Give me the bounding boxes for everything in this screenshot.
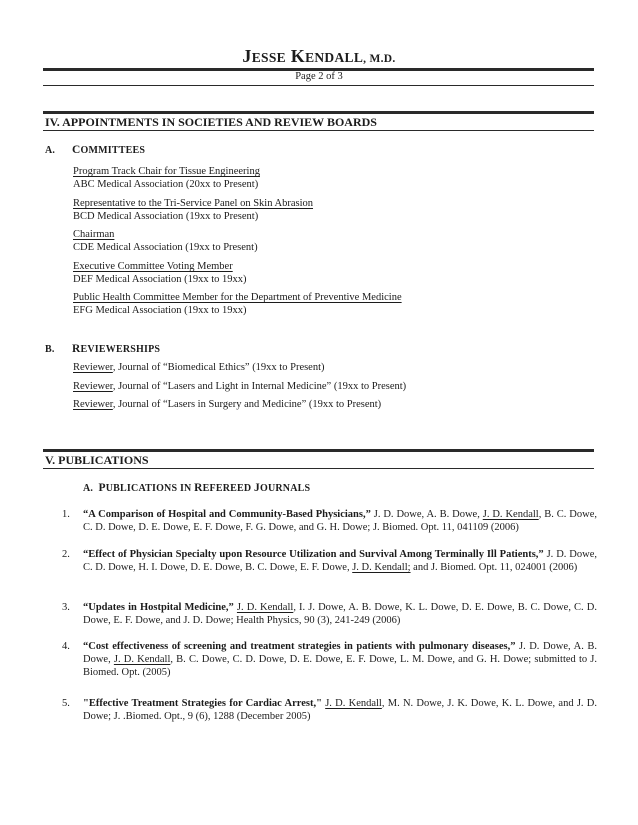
publication-item <box>62 640 597 679</box>
section-v-rule-bottom <box>43 468 594 469</box>
committee-org-5: EFG Medical Association (19xx to 19xx) <box>73 305 247 316</box>
publication-authors-post: and J. Biomed. Opt. 11, 024001 (2006) <box>410 562 578 573</box>
pub-head-rest-1: UBLICATIONS IN <box>105 483 195 494</box>
committees-letter: A. <box>45 145 56 156</box>
reviewership-role-3: Reviewer <box>73 399 113 410</box>
committees-title-initial: C <box>72 144 81 156</box>
committee-role-5: Public Health Committee Member for the Department of Preventive Medicine <box>73 292 402 303</box>
pub-head-initial-1: P <box>98 482 106 494</box>
name-first-rest: ESSE <box>251 50 286 65</box>
reviewerships-title-rest: EVIEWERSHIPS <box>80 344 161 355</box>
author-name <box>0 46 638 67</box>
publication-number: 5. <box>62 698 70 709</box>
name-last-rest: ENDALL <box>305 50 364 65</box>
committee-role-2: Representative to the Tri-Service Panel on Skin Abrasion <box>73 198 314 209</box>
publication-title: “Cost effectiveness of screening and treatment strategies in patients with pulmonary diseases,” <box>83 641 516 652</box>
committee-org-4: DEF Medical Association (19xx to 19xx) <box>73 274 247 285</box>
publication-title: "Effective Treatment Strategies for Cardiac Arrest," <box>83 698 322 709</box>
publication-authors-post: , I. J. Dowe, A. B. Dowe, K. L. Dowe, D. E. Dowe, B. C. Dowe, C. D. Dowe, E. F. Dowe, and J. D. Dowe; Health Physics, 90 (3), 241-249 (2006) <box>83 602 598 626</box>
reviewerships-letter: B. <box>45 344 55 355</box>
publication-item <box>62 601 597 627</box>
committee-org-2: BCD Medical Association (19xx to Present) <box>73 211 259 222</box>
header-rule-bottom <box>43 85 594 86</box>
reviewerships-heading <box>45 343 160 355</box>
publication-number: 4. <box>62 641 70 652</box>
committee-role-4: Executive Committee Voting Member <box>73 261 233 272</box>
reviewership-detail-3: , Journal of “Lasers in Surgery and Medicine” (19xx to Present) <box>112 399 382 410</box>
pub-head-rest-2: EFEREED <box>202 483 255 494</box>
publication-authors-pre: J. D. Dowe, A. B. Dowe, <box>83 641 597 665</box>
publication-authors-post: , M. N. Dowe, J. K. Dowe, K. L. Dowe, and J. D. Dowe; J. .Biomed. Opt., 9 (6), 1288 (December 2005) <box>83 698 598 722</box>
reviewerships-title-initial: R <box>72 343 81 355</box>
publication-item <box>62 548 597 574</box>
committees-title-rest: OMMITTEES <box>80 145 146 156</box>
publication-authors-pre: J. D. Dowe, C. D. Dowe, H. I. Dowe, D. E. Dowe, B. C. Dowe, E. F. Dowe, <box>83 549 597 573</box>
publication-author-highlight: J. D. Kendall <box>325 698 382 709</box>
publication-title: “Updates in Hostpital Medicine,” <box>83 602 234 613</box>
section-iv-title: IV. APPOINTMENTS IN SOCIETIES AND REVIEW BOARDS <box>45 115 377 129</box>
committee-role-1: Program Track Chair for Tissue Engineering <box>73 166 260 177</box>
publications-letter: A. <box>83 483 94 494</box>
reviewership-2 <box>73 381 406 392</box>
name-first-initial: J <box>242 46 252 66</box>
publication-title: “Effect of Physician Specialty upon Resource Utilization and Survival Among Terminally Ill Patients,” <box>83 549 544 560</box>
publication-authors-post: , B. C. Dowe, C. D. Dowe, D. E. Dowe, E. F. Dowe, F. G. Dowe, and G. H. Dowe; J. Biomed. Opt. 11, 041109 (2006) <box>83 509 597 533</box>
reviewership-3 <box>73 399 381 410</box>
publication-author-highlight: J. D. Kendall; <box>352 562 411 573</box>
pub-head-rest-3: OURNALS <box>259 483 311 494</box>
reviewership-1 <box>73 362 325 373</box>
section-v-rule-top <box>43 449 594 452</box>
publication-number: 1. <box>62 509 70 520</box>
section-iv-rule-top <box>43 111 594 114</box>
publication-author-highlight: J. D. Kendall <box>113 654 171 665</box>
page-number: Page 2 of 3 <box>295 71 343 82</box>
publication-item <box>62 508 597 534</box>
publication-authors-post: , B. C. Dowe, C. D. Dowe, D. E. Dowe, E. F. Dowe, L. M. Dowe, and G. H. Dowe; submitted to J. Biomed. Opt. (2005) <box>83 654 597 678</box>
committee-role-3: Chairman <box>73 229 115 240</box>
pub-head-initial-3: J <box>254 482 260 494</box>
name-degree: , M.D. <box>363 53 396 65</box>
committees-heading <box>45 144 145 156</box>
reviewership-role-2: Reviewer <box>73 381 113 392</box>
publication-author-highlight: J. D. Kendall <box>482 509 539 520</box>
name-last-initial: K <box>290 46 306 66</box>
committee-org-1: ABC Medical Association (20xx to Present) <box>73 179 259 190</box>
pub-head-initial-2: R <box>194 482 203 494</box>
reviewership-role-1: Reviewer <box>73 362 113 373</box>
section-iv-rule-bottom <box>43 130 594 131</box>
reviewership-detail-2: , Journal of “Lasers and Light in Internal Medicine” (19xx to Present) <box>112 381 407 392</box>
publication-author-highlight: J. D. Kendall <box>236 602 294 613</box>
publications-subheading <box>83 482 310 494</box>
publication-authors-pre: J. D. Dowe, A. B. Dowe, <box>370 509 483 520</box>
publication-item <box>62 697 597 723</box>
publication-title: “A Comparison of Hospital and Community-Based Physicians,” <box>83 509 371 520</box>
publication-number: 2. <box>62 549 70 560</box>
reviewership-detail-1: , Journal of “Biomedical Ethics” (19xx to Present) <box>112 362 325 373</box>
committee-org-3: CDE Medical Association (19xx to Present) <box>73 242 258 253</box>
section-v-title: V. PUBLICATIONS <box>45 453 149 467</box>
publication-number: 3. <box>62 602 70 613</box>
